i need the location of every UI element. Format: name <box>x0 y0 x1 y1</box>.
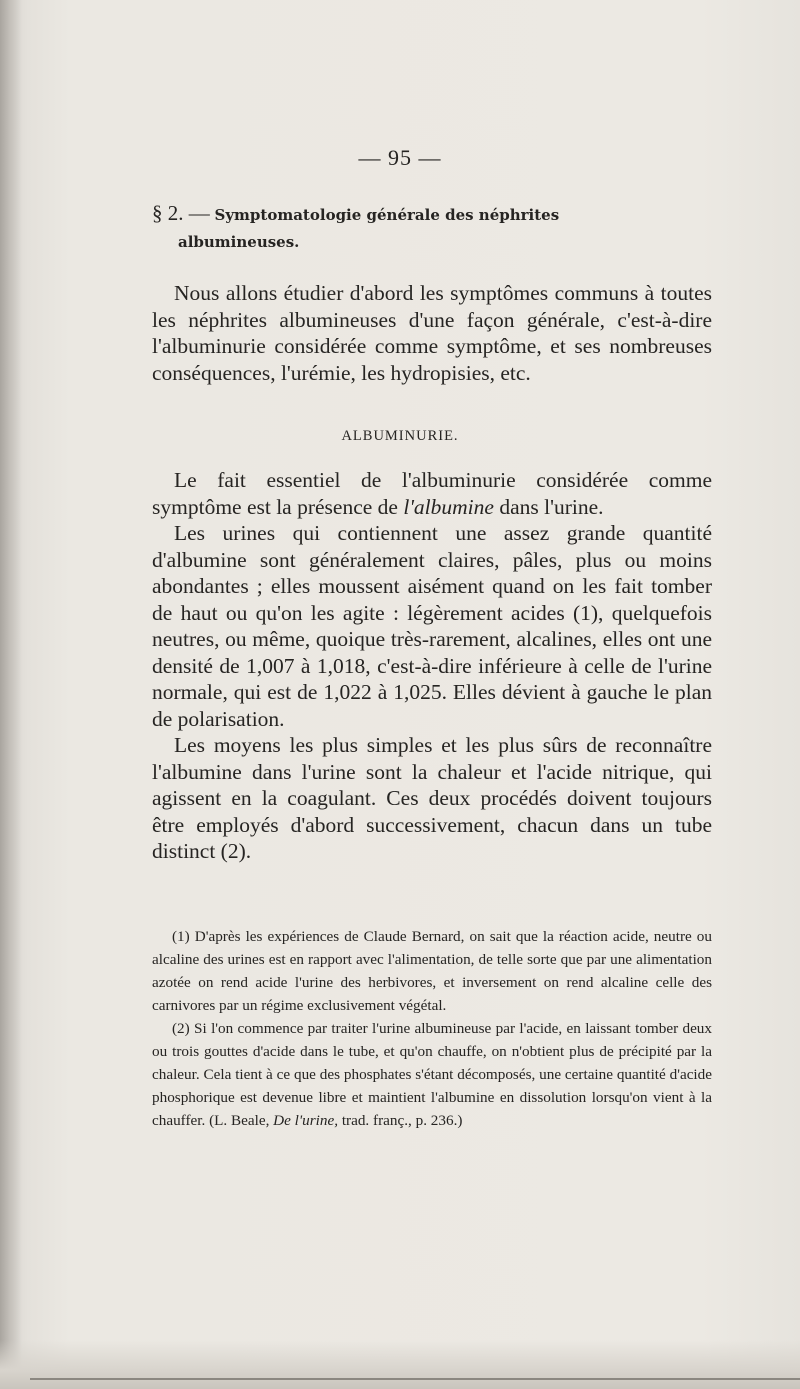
section-title-line2: albumineuses. <box>178 233 300 251</box>
intro-paragraph-block <box>152 280 712 386</box>
subheading-albuminurie: ALBUMINURIE. <box>341 428 459 444</box>
paragraph-2: Les urines qui contiennent une assez grande quantité d'albumine sont généralement claires, pâles, plus ou moins abondantes ; elles moussent aisément quand on les fait tomber de haut ou qu'on les agite : légèrement acides (1), quelquefois neutres, ou même, quoique très-rarement, alcalines, elles ont une densité de 1,007 à 1,018, c'est-à-dire inférieure à celle de l'urine normale, qui est de 1,022 à 1,025. Elles dévient à gauche le plan de polarisation. <box>152 521 712 731</box>
page-bottom-shadow <box>0 1340 800 1389</box>
paragraph-3: Les moyens les plus simples et les plus sûrs de reconnaître l'albumine dans l'urine sont la chaleur et l'acide nitrique, qui agissent en la coagulant. Ces deux procédés doivent toujours être employés d'abord successivement, chacun dans un tube distinct (2). <box>152 733 712 863</box>
footnote-2-text: (2) Si l'on commence par traiter l'urine albumineuse par l'acide, en laissant tomber deux ou trois gouttes d'acide dans le tube, et qu'on chauffe, on n'obtient plus de précipité par la chaleur. Cela tient à ce que des phosphates s'étant décomposés, une certaine quantité d'acide phosphorique est devenue libre et maintient l'albumine en dissolution lorsqu'on vient à la chauffer. (L. Beale, <box>152 1020 712 1129</box>
main-text <box>152 467 712 865</box>
footnote-1: (1) D'après les expériences de Claude Bernard, on sait que la réaction acide, neutre ou alcaline des urines est en rapport avec l'alimentation, de telle sorte que par une alimentation azotée on rend acide l'urine des herbivores, et inversement on rend alcaline celle des carnivores par un régime exclusivement végétal. <box>152 928 712 1014</box>
page-bottom-edge <box>30 1378 800 1380</box>
paragraph-1-start: Le fait essentiel de l'albuminurie considérée comme symptôme est la présence de <box>152 468 712 519</box>
page-number: — 95 — <box>358 145 442 170</box>
footnotes <box>152 925 712 1132</box>
paragraph-1 <box>152 467 712 520</box>
section-heading <box>152 200 712 256</box>
section-title-line1: Symptomatologie générale des néphrites <box>214 206 560 224</box>
footnote-2-italic: De l'urine, <box>273 1112 339 1129</box>
footnote-2-end: trad. franç., p. 236.) <box>338 1112 463 1129</box>
section-number: § 2. — <box>152 201 210 225</box>
intro-paragraph: Nous allons étudier d'abord les symptômes communs à toutes les néphrites albumineuses d'une façon générale, c'est-à-dire l'albuminurie considérée comme symptôme, et ses nombreuses conséquences, l'urémie, les hydropisies, etc. <box>152 281 712 385</box>
paragraph-1-end: dans l'urine. <box>493 494 604 519</box>
footnote-2 <box>152 1017 712 1132</box>
book-spine-shadow <box>0 0 22 1389</box>
paragraph-1-italic: l'albumine <box>403 494 494 519</box>
